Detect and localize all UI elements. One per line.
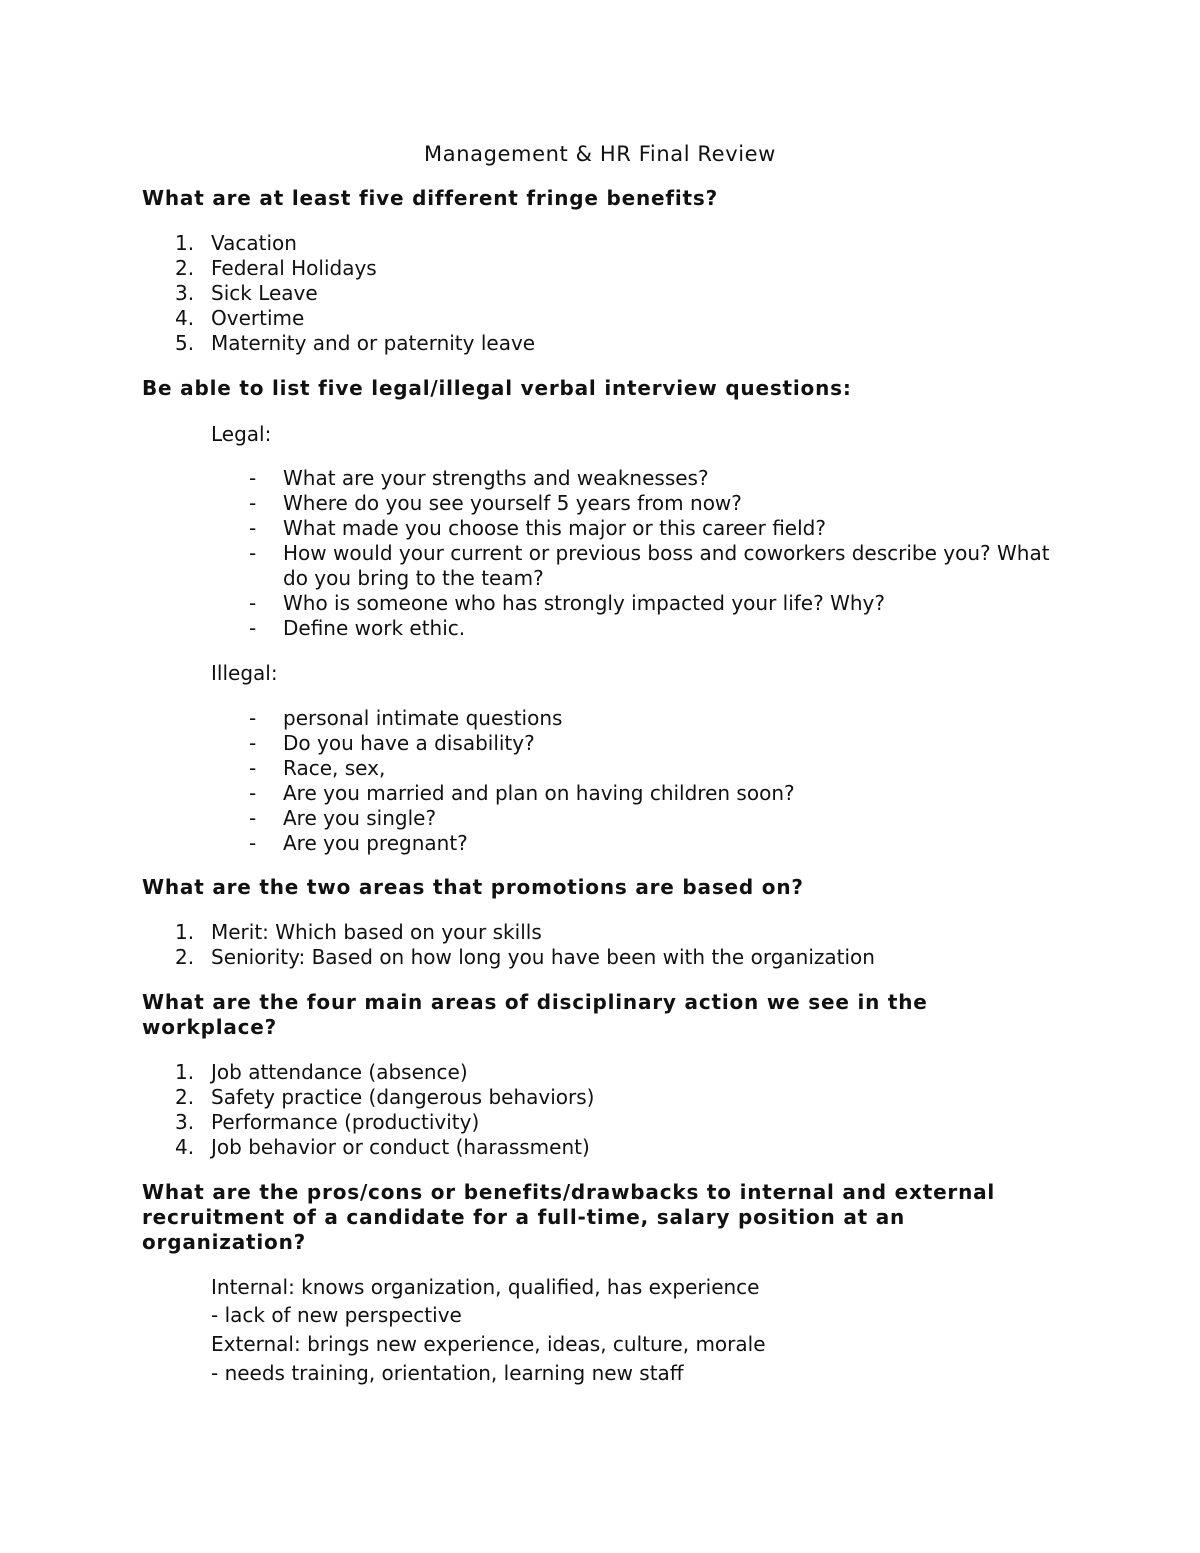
external-pros: External: brings new experience, ideas, culture, morale (211, 1332, 766, 1356)
list-item: 3. Sick Leave (175, 281, 318, 305)
list-item: - Who is someone who has strongly impacted your life? Why? (249, 591, 885, 615)
list-item: - Are you pregnant? (249, 831, 468, 855)
list-item: - Race, sex, (249, 756, 386, 780)
question-promotions: What are the two areas that promotions are based on? (142, 875, 804, 899)
list-item: 2. Safety practice (dangerous behaviors) (175, 1085, 595, 1109)
question-recruitment: What are the pros/cons or benefits/drawbacks to internal and external recruitment of a candidate for a full-time, salary position at an organization? (142, 1180, 996, 1254)
legal-questions-list (0, 466, 1100, 641)
list-item: 2. Seniority: Based on how long you have been with the organization (175, 945, 875, 969)
list-item: - Define work ethic. (249, 616, 466, 640)
list-item: 1. Job attendance (absence) (175, 1060, 468, 1084)
list-item: - How would your current or previous boss and coworkers describe you? What do you bring to the team? (249, 541, 1050, 590)
list-item: 4. Job behavior or conduct (harassment) (175, 1135, 590, 1159)
list-item: 3. Performance (productivity) (175, 1110, 480, 1134)
internal-cons: - lack of new perspective (211, 1303, 462, 1327)
promotions-list (0, 920, 1100, 970)
question-fringe-benefits: What are at least five different fringe benefits? (142, 186, 719, 210)
discipline-list (0, 1060, 1100, 1160)
list-item: 1. Merit: Which based on your skills (175, 920, 542, 944)
list-item: - Do you have a disability? (249, 731, 535, 755)
list-item: - Are you married and plan on having children soon? (249, 781, 795, 805)
list-item: - personal intimate questions (249, 706, 563, 730)
list-item: 1. Vacation (175, 231, 297, 255)
list-item: 4. Overtime (175, 306, 305, 330)
list-item: 5. Maternity and or paternity leave (175, 331, 536, 355)
illegal-questions-list (0, 706, 1100, 856)
external-cons: - needs training, orientation, learning new staff (211, 1361, 684, 1385)
list-item: - Are you single? (249, 806, 437, 830)
question-interview: Be able to list five legal/illegal verbal interview questions: (142, 376, 852, 400)
list-item: 2. Federal Holidays (175, 256, 377, 280)
list-item: - What are your strengths and weaknesses? (249, 466, 709, 490)
internal-pros: Internal: knows organization, qualified, has experience (211, 1275, 760, 1299)
legal-label: Legal: (211, 422, 272, 446)
list-item: - What made you choose this major or this career field? (249, 516, 826, 540)
fringe-benefits-list (0, 231, 1100, 356)
page-title: Management & HR Final Review (424, 142, 776, 166)
illegal-label: Illegal: (211, 661, 278, 685)
list-item: - Where do you see yourself 5 years from now? (249, 491, 742, 515)
question-discipline: What are the four main areas of disciplinary action we see in the workplace? (142, 990, 928, 1039)
